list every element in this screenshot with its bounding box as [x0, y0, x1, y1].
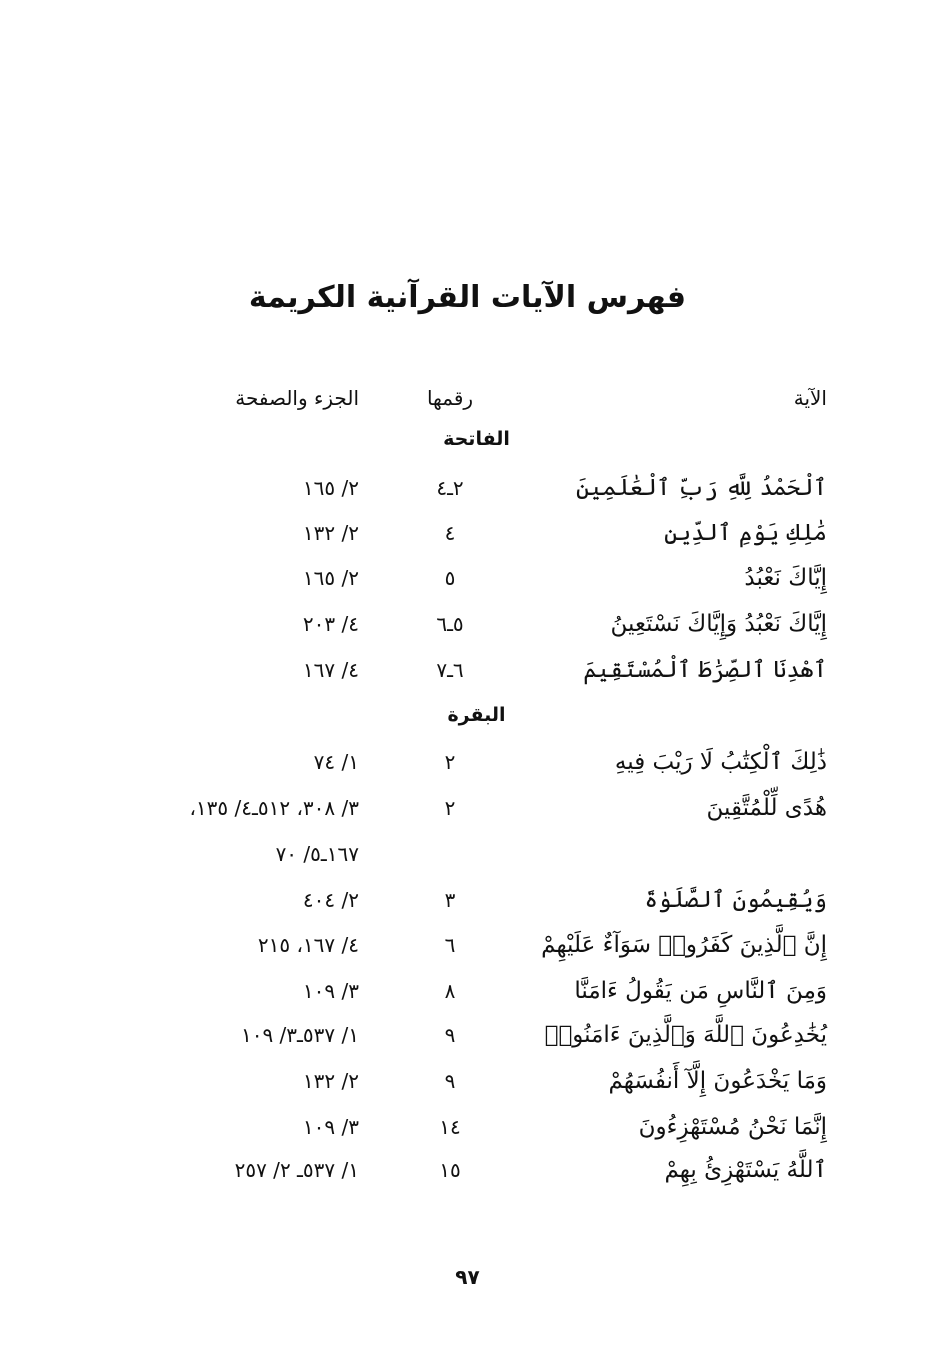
volume-page-ref: ١/ ٧٤: [313, 750, 359, 774]
table-row: [0, 969, 935, 1013]
header-number: رقمها: [426, 386, 474, 410]
volume-page-ref: ٢/ ١٦٥: [302, 476, 359, 500]
verse-number: ٢: [444, 796, 456, 820]
volume-page-ref: ٣/ ١٠٩: [302, 979, 359, 1003]
header-reference: الجزء والصفحة: [235, 386, 359, 410]
verse-number: ٦: [444, 933, 456, 957]
page-title: فهرس الآيات القرآنية الكريمة: [248, 280, 687, 315]
verse-text: ٱللَّهُ يَسْتَهْزِئُ بِهِمْ: [664, 1157, 827, 1183]
table-row: [0, 786, 935, 830]
table-row: [0, 740, 935, 784]
verse-number: ١٥: [439, 1158, 461, 1182]
verse-text: ذَٰلِكَ ٱلْكِتَٰبُ لَا رَيْبَ فِيهِ: [614, 749, 827, 775]
verse-number: ٣: [444, 888, 456, 912]
verse-number: ٤: [444, 521, 456, 545]
verse-number: ٨: [444, 979, 456, 1003]
verse-number: ٦ـ٧: [436, 658, 464, 682]
verse-text: وَمِنَ ٱلنَّاسِ مَن يَقُولُ ءَامَنَّا: [574, 978, 827, 1004]
table-row: [0, 1059, 935, 1103]
table-row: [0, 1013, 935, 1057]
verse-text: إِيَّاكَ نَعْبُدُ وَإِيَّاكَ نَسْتَعِينُ: [610, 611, 827, 637]
volume-page-ref: ٢/ ١٦٥: [302, 566, 359, 590]
surah-heading-fatiha: [0, 428, 935, 450]
table-row: [0, 556, 935, 600]
table-row: [0, 923, 935, 967]
verse-text: وَمَا يَخْدَعُونَ إِلَّآ أَنفُسَهُمْ: [608, 1068, 827, 1094]
verse-text: وَيُقِيمُونَ ٱلصَّلَوٰةَ: [644, 887, 827, 913]
verse-text: ٱلْحَمْدُ لِلَّهِ رَبِّ ٱلْعَٰلَمِينَ: [575, 475, 827, 501]
page-number: ٩٧: [455, 1265, 480, 1289]
volume-page-ref: ١/ ٥٣٧ـ ٢/ ٢٥٧: [234, 1158, 359, 1182]
volume-page-ref: ٤/ ١٦٧: [302, 658, 359, 682]
verse-number: ١٤: [439, 1115, 461, 1139]
volume-page-ref: ٢/ ١٣٢: [302, 1069, 359, 1093]
verse-text: إِيَّاكَ نَعْبُدُ: [744, 565, 827, 591]
volume-page-ref: ٣/ ١٠٩: [302, 1115, 359, 1139]
verse-number: ٥: [444, 566, 456, 590]
surah-name: البقرة: [447, 704, 506, 726]
verse-number: ٩: [444, 1023, 456, 1047]
table-row: [0, 602, 935, 646]
header-verse: الآية: [793, 386, 827, 410]
volume-page-ref-continued: ١٦٧ـ٥/ ٧٠: [275, 842, 359, 866]
verse-number: ٩: [444, 1069, 456, 1093]
verse-number: ٢: [444, 750, 456, 774]
table-row: [0, 511, 935, 555]
surah-heading-baqara: [0, 704, 935, 726]
volume-page-ref: ٢/ ١٣٢: [302, 521, 359, 545]
table-row: [0, 1105, 935, 1149]
table-row-continuation: [0, 832, 935, 876]
table-row: [0, 878, 935, 922]
table-row: [0, 648, 935, 692]
column-headers: [0, 380, 935, 416]
volume-page-ref: ٢/ ٤٠٤: [302, 888, 359, 912]
verse-text: مَٰلِكِ يَوْمِ ٱلدِّينِ: [664, 520, 827, 546]
volume-page-ref: ٤/ ٢٠٣: [302, 612, 359, 636]
table-row: [0, 1148, 935, 1192]
volume-page-ref: ٤/ ١٦٧، ٢١٥: [257, 933, 359, 957]
verse-text: هُدًى لِّلْمُتَّقِينَ: [706, 795, 827, 821]
verse-number: ٥ـ٦: [436, 612, 464, 636]
table-row: [0, 466, 935, 510]
verse-text: يُخَٰدِعُونَ ٱللَّهَ وَٱلَّذِينَ ءَامَنُوا۟: [544, 1022, 827, 1048]
verse-text: ٱهْدِنَا ٱلصِّرَٰطَ ٱلْمُسْتَقِيمَ: [583, 657, 827, 683]
verse-number: ٢ـ٤: [436, 476, 464, 500]
surah-name: الفاتحة: [443, 428, 510, 450]
volume-page-ref: ٣/ ٣٠٨، ٥١٢ـ٤/ ١٣٥،: [189, 796, 359, 820]
verse-text: إِنَّ ٱلَّذِينَ كَفَرُوا۟ سَوَآءٌ عَلَيْهِمْ: [541, 932, 827, 958]
verse-text: إِنَّمَا نَحْنُ مُسْتَهْزِءُونَ: [638, 1114, 827, 1140]
volume-page-ref: ١/ ٥٣٧ـ٣/ ١٠٩: [240, 1023, 359, 1047]
